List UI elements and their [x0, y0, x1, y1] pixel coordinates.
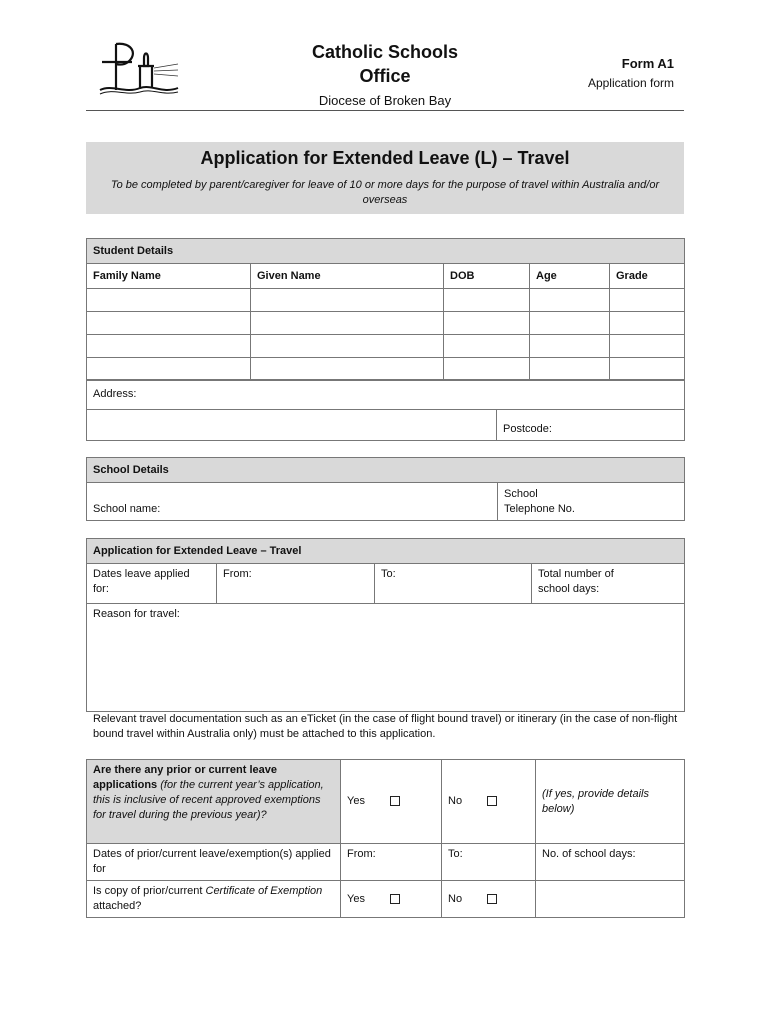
copy-no-option[interactable] — [442, 881, 536, 918]
documentation-note: Relevant travel documentation such as an eTicket (in the case of flight bound travel) or itinerary (in the case of non-flight bound travel within Australia only) must be attached to this application. — [93, 713, 678, 740]
page-title: Application for Extended Leave (L) – Travel — [200, 148, 570, 168]
prior-from-label: From: — [347, 848, 376, 860]
telephone-label-line2: Telephone No. — [504, 502, 575, 515]
copy-blank-cell — [536, 881, 685, 918]
prior-yes-label: Yes — [347, 795, 365, 807]
col-dob: DOB — [444, 264, 530, 289]
total-days-field[interactable] — [532, 564, 685, 604]
dates-label-line1: Dates leave applied — [93, 568, 190, 580]
org-name-line1: Catholic Schools — [311, 42, 459, 62]
extended-leave-table — [86, 538, 685, 712]
col-given-name: Given Name — [251, 264, 444, 289]
col-age: Age — [530, 264, 610, 289]
postcode-field[interactable] — [497, 410, 685, 441]
checkbox-icon[interactable] — [390, 894, 400, 904]
header-divider — [86, 110, 684, 111]
family-name-input[interactable] — [87, 358, 251, 381]
dob-input[interactable] — [444, 312, 530, 335]
cso-logo-icon — [98, 38, 180, 96]
leave-from-field[interactable] — [217, 564, 375, 604]
prior-no-option[interactable] — [442, 760, 536, 844]
age-input[interactable] — [530, 312, 610, 335]
table-row — [87, 358, 685, 381]
student-details-table — [86, 238, 685, 381]
diocese-label: Diocese of Broken Bay — [318, 93, 452, 108]
grade-input[interactable] — [610, 312, 685, 335]
age-input[interactable] — [530, 289, 610, 312]
address-label: Address: — [93, 388, 137, 400]
total-label-line2: school days: — [538, 583, 600, 595]
family-name-input[interactable] — [87, 312, 251, 335]
school-name-label: School name: — [93, 503, 161, 515]
copy-label-italic: Certificate of Exemption — [205, 885, 323, 897]
copy-yes-option[interactable] — [341, 881, 442, 918]
prior-leave-question — [87, 760, 341, 844]
extended-leave-heading: Application for Extended Leave – Travel — [87, 539, 685, 564]
checkbox-icon[interactable] — [487, 796, 497, 806]
family-name-input[interactable] — [87, 289, 251, 312]
col-grade: Grade — [610, 264, 685, 289]
family-name-input[interactable] — [87, 335, 251, 358]
checkbox-icon[interactable] — [487, 894, 497, 904]
total-label-line1: Total number of — [538, 568, 614, 580]
org-name — [300, 40, 470, 88]
dob-input[interactable] — [444, 335, 530, 358]
org-name-line2: Office — [359, 66, 411, 86]
student-details-heading: Student Details — [87, 239, 685, 264]
prior-dates-label: Dates of prior/current leave/exemption(s) applied for — [87, 844, 341, 881]
table-row — [87, 335, 685, 358]
prior-yes-option[interactable] — [341, 760, 442, 844]
page-subtitle: To be completed by parent/caregiver for leave of 10 or more days for the purpose of travel within Australia and/or overseas — [110, 179, 660, 206]
prior-leave-table — [86, 759, 685, 918]
prior-days-label: No. of school days: — [542, 848, 636, 860]
copy-yes-label: Yes — [347, 892, 365, 905]
prior-from-field[interactable] — [341, 844, 442, 881]
copy-label-pre: Is copy of prior/current — [93, 885, 203, 897]
telephone-label-line1: School — [504, 487, 538, 500]
copy-no-label: No — [448, 892, 463, 905]
prior-no-label: No — [448, 795, 463, 807]
prior-to-label: To: — [448, 848, 463, 860]
checkbox-icon[interactable] — [390, 796, 400, 806]
school-name-field[interactable] — [87, 483, 498, 521]
prior-to-field[interactable] — [442, 844, 536, 881]
prior-question-italic: (for the current year’s application, this is inclusive of recent approved exemptions for travel during the previous year)? — [93, 779, 324, 821]
given-name-input[interactable] — [251, 312, 444, 335]
grade-input[interactable] — [610, 289, 685, 312]
form-type: Application form — [587, 76, 674, 90]
age-input[interactable] — [530, 358, 610, 381]
postcode-label: Postcode: — [503, 423, 552, 435]
given-name-input[interactable] — [251, 358, 444, 381]
prior-days-field[interactable] — [536, 844, 685, 881]
col-family-name: Family Name — [87, 264, 251, 289]
given-name-input[interactable] — [251, 289, 444, 312]
reason-for-travel-field[interactable] — [87, 604, 685, 712]
certificate-copy-question — [87, 881, 341, 918]
leave-to-label: To: — [381, 568, 396, 580]
age-input[interactable] — [530, 335, 610, 358]
reason-label: Reason for travel: — [93, 608, 180, 620]
address-field[interactable] — [87, 380, 685, 410]
address-line2-field[interactable] — [87, 410, 497, 441]
leave-to-field[interactable] — [375, 564, 532, 604]
dates-label-line2: for: — [93, 583, 109, 595]
grade-input[interactable] — [610, 335, 685, 358]
school-details-table — [86, 457, 685, 521]
school-details-heading: School Details — [87, 458, 685, 483]
form-code: Form A1 — [621, 56, 674, 71]
dates-leave-label-cell — [87, 564, 217, 604]
if-yes-note: (If yes, provide details below) — [536, 760, 685, 844]
prior-question-bold: Are there any prior or current leave applications — [93, 764, 278, 791]
dob-input[interactable] — [444, 358, 530, 381]
address-table — [86, 379, 685, 441]
school-telephone-field[interactable] — [498, 483, 685, 521]
dob-input[interactable] — [444, 289, 530, 312]
copy-label-post: attached? — [93, 900, 142, 912]
given-name-input[interactable] — [251, 335, 444, 358]
grade-input[interactable] — [610, 358, 685, 381]
table-row — [87, 289, 685, 312]
table-row — [87, 312, 685, 335]
leave-from-label: From: — [223, 568, 252, 580]
